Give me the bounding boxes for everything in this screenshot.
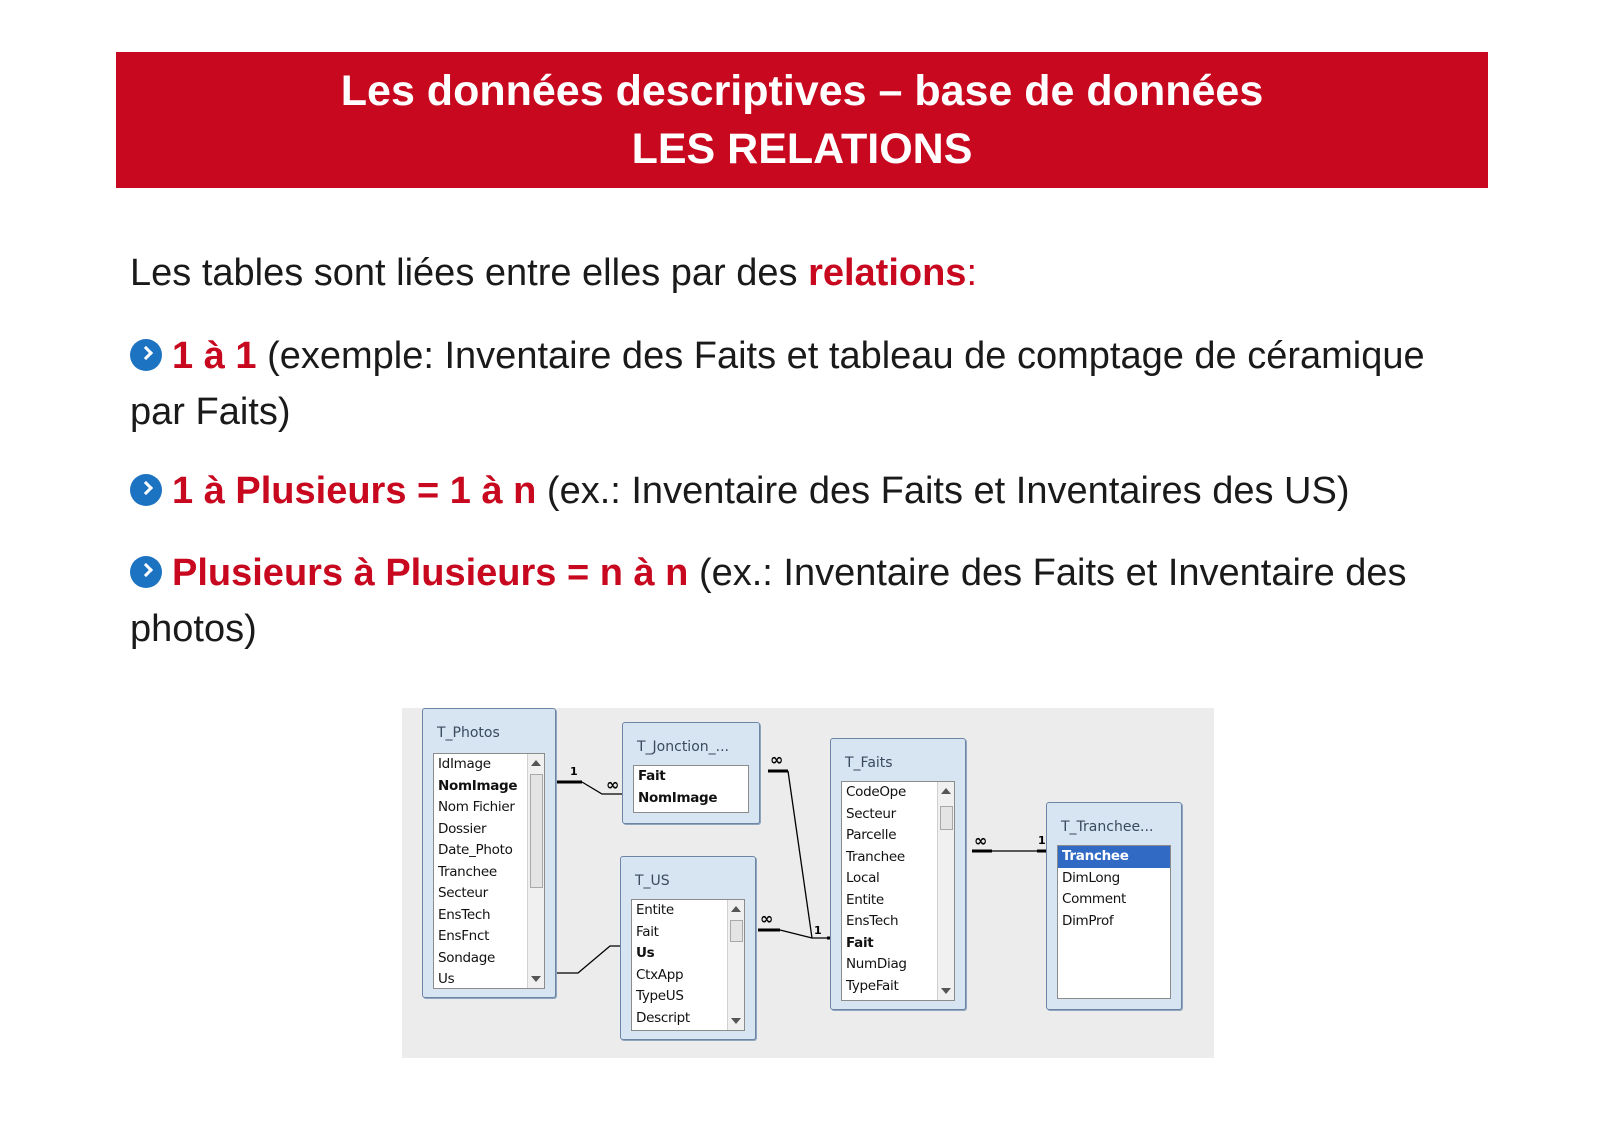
field-item[interactable]: EnsFnct: [438, 928, 490, 944]
table-title: T_Tranchee...: [1061, 819, 1154, 835]
field-item[interactable]: Fait: [636, 923, 659, 940]
table-title: T_Photos: [437, 725, 500, 741]
bullet-label: 1 à Plusieurs = 1 à n: [172, 470, 537, 512]
field-item[interactable]: Date_Photo: [438, 842, 513, 858]
field-item[interactable]: Tranchee: [1058, 846, 1170, 868]
table-us[interactable]: [620, 856, 756, 1040]
chevron-right-icon: [130, 474, 162, 506]
chevron-right-icon: [130, 339, 162, 371]
table-faits[interactable]: [830, 738, 966, 1010]
bullet-many-to-many: [130, 545, 1470, 657]
field-item[interactable]: CtxApp: [636, 966, 684, 983]
cardinality-many: ∞: [974, 831, 988, 850]
field-item[interactable]: IdImage: [438, 756, 491, 772]
field-item[interactable]: Fait: [638, 768, 666, 784]
field-item[interactable]: EnsTech: [846, 913, 899, 929]
bullet-text: (ex.: Inventaire des Faits et Inventaires des US): [536, 470, 1350, 512]
field-item[interactable]: Local: [846, 870, 880, 886]
field-list[interactable]: [631, 899, 745, 1031]
scroll-thumb[interactable]: [730, 920, 743, 942]
scroll-down-icon[interactable]: [731, 1018, 741, 1024]
scroll-down-icon[interactable]: [941, 988, 951, 994]
field-item[interactable]: Entite: [846, 891, 884, 908]
scroll-thumb[interactable]: [530, 774, 543, 888]
field-item[interactable]: Secteur: [846, 805, 896, 822]
bullet-text: (exemple: Inventaire des Faits et tableau de comptage de céramique par Faits): [130, 335, 1425, 433]
field-item[interactable]: Parcelle: [846, 827, 897, 843]
bullet-label: Plusieurs à Plusieurs = n à n: [172, 552, 689, 594]
intro-colon: :: [966, 252, 978, 294]
field-item[interactable]: Sondage: [438, 949, 496, 966]
field-item[interactable]: Us: [636, 945, 655, 961]
cardinality-many: ∞: [606, 775, 620, 794]
intro-text: Les tables sont liées entre elles par des: [130, 252, 809, 294]
scroll-down-icon[interactable]: [531, 976, 541, 982]
intro-paragraph: [130, 245, 977, 301]
field-item[interactable]: Nom Fichier: [438, 799, 515, 815]
field-item[interactable]: Tranchee: [846, 848, 905, 865]
field-item[interactable]: Dossier: [438, 820, 487, 837]
scroll-up-icon[interactable]: [531, 760, 541, 766]
field-item[interactable]: Us: [438, 971, 455, 987]
scrollbar[interactable]: [937, 782, 954, 1000]
cardinality-many: ∞: [770, 750, 784, 769]
cardinality-one: 1: [814, 924, 822, 937]
cardinality-many: ∞: [760, 909, 774, 928]
table-photos[interactable]: [422, 708, 556, 998]
scroll-up-icon[interactable]: [731, 906, 741, 912]
table-tranchee[interactable]: [1046, 802, 1182, 1010]
field-item[interactable]: Secteur: [438, 885, 488, 901]
field-list[interactable]: [1057, 845, 1171, 999]
field-item[interactable]: TypeFait: [846, 977, 899, 994]
intro-highlight: relations: [808, 252, 967, 294]
cardinality-one: 1: [1038, 834, 1046, 847]
scroll-thumb[interactable]: [940, 806, 953, 830]
field-item[interactable]: CodeOpe: [846, 784, 906, 800]
scrollbar[interactable]: [727, 900, 744, 1030]
relationship-diagram: [402, 708, 1214, 1058]
table-title: T_Faits: [845, 755, 893, 771]
bullet-label: 1 à 1: [172, 335, 257, 377]
field-list[interactable]: [841, 781, 955, 1001]
field-item[interactable]: TypeUS: [636, 988, 684, 1004]
cardinality-one: 1: [570, 765, 578, 778]
field-item[interactable]: Entite: [636, 902, 674, 918]
field-item[interactable]: DimLong: [1062, 869, 1120, 886]
bullet-one-to-many: [130, 463, 1510, 519]
table-title: T_US: [635, 873, 670, 889]
page-subtitle: LES RELATIONS: [631, 125, 973, 173]
table-title: T_Jonction_...: [637, 739, 729, 755]
field-item[interactable]: NumDiag: [846, 956, 907, 972]
field-item[interactable]: EnsTech: [438, 906, 491, 923]
bullet-one-to-one: [130, 328, 1470, 440]
field-item[interactable]: Tranchee: [438, 863, 497, 880]
field-item[interactable]: Comment: [1062, 891, 1127, 907]
field-item[interactable]: Descript: [636, 1009, 690, 1026]
field-item[interactable]: Fait: [846, 934, 874, 951]
field-item[interactable]: NomImage: [638, 789, 718, 806]
field-item[interactable]: NomImage: [438, 777, 518, 794]
scroll-up-icon[interactable]: [941, 788, 951, 794]
scrollbar[interactable]: [527, 754, 544, 988]
field-item[interactable]: DimProf: [1062, 912, 1114, 929]
field-list[interactable]: [433, 753, 545, 989]
title-banner: [116, 52, 1488, 188]
field-list[interactable]: [633, 765, 749, 813]
table-jonction[interactable]: [622, 722, 760, 824]
chevron-right-icon: [130, 556, 162, 588]
bullet-text: (ex.: Inventaire des Faits et Inventaire des photos): [130, 552, 1407, 650]
page-title: Les données descriptives – base de données: [340, 67, 1264, 115]
